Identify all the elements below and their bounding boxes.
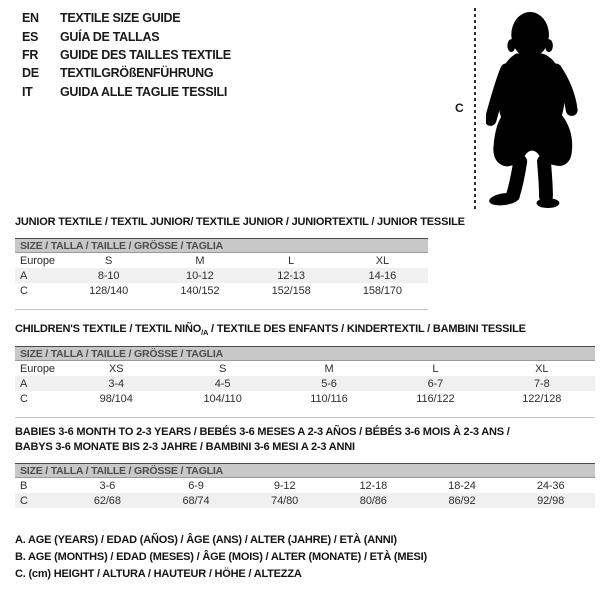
- cell: 9-12: [273, 479, 296, 492]
- cell: L: [432, 362, 439, 375]
- children-size-table: [15, 346, 595, 418]
- cell: 140/152: [180, 284, 220, 297]
- language-title-list: [22, 9, 231, 101]
- lang-title: GUIDA ALLE TAGLIE TESSILI: [60, 84, 228, 99]
- footnote-c: C. (cm) HEIGHT / ALTURA / HAUTEUR / HÖHE / ALTEZZA: [15, 568, 302, 580]
- table-bottom-rule: [15, 417, 595, 418]
- babies-section-title: [15, 425, 510, 455]
- table-row: [15, 268, 428, 283]
- lang-row-fr: [22, 46, 231, 64]
- footnote-a: A. AGE (YEARS) / EDAD (AÑOS) / ÂGE (ANS) / ALTER (JAHRE) / ETÀ (ANNI): [15, 534, 397, 546]
- cell: 10-12: [186, 269, 214, 282]
- footnote-b: B. AGE (MONTHS) / EDAD (MESES) / ÂGE (MOIS) / ALTER (MONATE) / ETÀ (MESI): [15, 551, 427, 563]
- cell: 92/98: [537, 494, 565, 507]
- cell: 68/74: [182, 494, 210, 507]
- height-measure-dotted-line: [474, 8, 476, 210]
- lang-code: IT: [22, 84, 33, 99]
- cell: A: [20, 269, 28, 282]
- cell: A: [20, 377, 28, 390]
- children-title-text: CHILDREN'S TEXTILE / TEXTIL NIÑO: [15, 323, 202, 335]
- cell: 152/158: [271, 284, 311, 297]
- table-row: [15, 253, 428, 268]
- cell: 3-4: [108, 377, 124, 390]
- lang-code: FR: [22, 47, 39, 62]
- cell: 116/122: [416, 392, 455, 405]
- children-title-text: / TEXTILE DES ENFANTS / KINDERTEXTIL / BAMBINI TESSILE: [208, 323, 526, 335]
- table-bottom-rule: [15, 309, 428, 310]
- lang-row-it: [22, 83, 231, 101]
- cell: Europe: [20, 362, 55, 375]
- cell: 6-7: [427, 377, 444, 390]
- table-row: [15, 376, 595, 391]
- size-header-band: SIZE / TALLA / TAILLE / GRÖSSE / TAGLIA: [15, 346, 595, 361]
- cell: 98/104: [99, 392, 133, 405]
- children-section-title: [15, 322, 526, 340]
- cell: 80/86: [359, 494, 387, 507]
- lang-code: ES: [22, 29, 39, 44]
- lang-title: GUÍA DE TALLAS: [60, 29, 160, 44]
- cell: 12-13: [277, 269, 305, 282]
- cell: 18-24: [448, 479, 476, 492]
- lang-title: TEXTILE SIZE GUIDE: [60, 11, 181, 26]
- cell: 7-8: [533, 377, 550, 390]
- cell: 5-6: [321, 377, 337, 390]
- cell: 6-9: [188, 479, 204, 492]
- cell: 104/110: [203, 392, 242, 405]
- babies-size-table: [15, 463, 595, 508]
- table-row: [15, 283, 428, 298]
- cell: 8-10: [97, 269, 120, 282]
- table-row: [15, 478, 595, 493]
- lang-code: DE: [22, 66, 39, 81]
- cell: 74/80: [271, 494, 299, 507]
- cell: 24-36: [536, 479, 565, 492]
- babies-title-line1: BABIES 3-6 MONTH TO 2-3 YEARS / BEBÉS 3-6 MESES A 2-3 AÑOS / BÉBÉS 3-6 MOIS À 2-3 ANS /: [15, 426, 510, 438]
- cell: L: [288, 254, 295, 267]
- size-header-band: SIZE / TALLA / TAILLE / GRÖSSE / TAGLIA: [15, 463, 595, 478]
- cell: S: [105, 254, 113, 267]
- cell: XL: [535, 362, 549, 375]
- height-measure-label: C: [455, 101, 464, 115]
- cell: 62/68: [93, 494, 121, 507]
- cell: XL: [375, 254, 389, 267]
- cell: Europe: [20, 254, 55, 267]
- cell: C: [20, 494, 28, 507]
- lang-title: TEXTILGRÖßENFÜHRUNG: [60, 66, 214, 81]
- cell: M: [324, 362, 334, 375]
- cell: M: [195, 254, 205, 267]
- table-row: [15, 493, 595, 508]
- footnote-legend: [15, 534, 427, 585]
- cell: 158/170: [362, 284, 402, 297]
- lang-row-de: [22, 64, 231, 82]
- cell: 86/92: [448, 494, 476, 507]
- size-header-band: SIZE / TALLA / TAILLE / GRÖSSE / TAGLIA: [15, 238, 428, 253]
- cell: 122/128: [522, 392, 562, 405]
- cell: 4-5: [214, 377, 231, 390]
- cell: 3-6: [99, 479, 116, 492]
- cell: XS: [108, 362, 124, 375]
- children-title-subscript: /A: [201, 328, 209, 338]
- lang-code: EN: [22, 11, 39, 26]
- cell: 128/140: [89, 284, 129, 297]
- lang-row-es: [22, 27, 231, 45]
- cell: C: [20, 392, 28, 405]
- table-row: [15, 391, 595, 406]
- junior-section-title: JUNIOR TEXTILE / TEXTIL JUNIOR/ TEXTILE JUNIOR / JUNIORTEXTIL / JUNIOR TESSILE: [15, 216, 465, 228]
- cell: 14-16: [368, 269, 397, 282]
- cell: 12-18: [359, 479, 388, 492]
- cell: 110/116: [310, 392, 348, 405]
- cell: C: [20, 284, 28, 297]
- babies-title-line2: BABYS 3-6 MONATE BIS 2-3 JAHRE / BAMBINI 3-6 MESI A 2-3 ANNI: [15, 441, 355, 453]
- lang-row-en: [22, 9, 231, 27]
- cell: S: [218, 362, 227, 375]
- cell: B: [20, 479, 28, 492]
- table-row: [15, 361, 595, 376]
- lang-title: GUIDE DES TAILLES TEXTILE: [60, 47, 231, 62]
- baby-silhouette-icon: [486, 8, 598, 210]
- junior-size-table: [15, 238, 428, 310]
